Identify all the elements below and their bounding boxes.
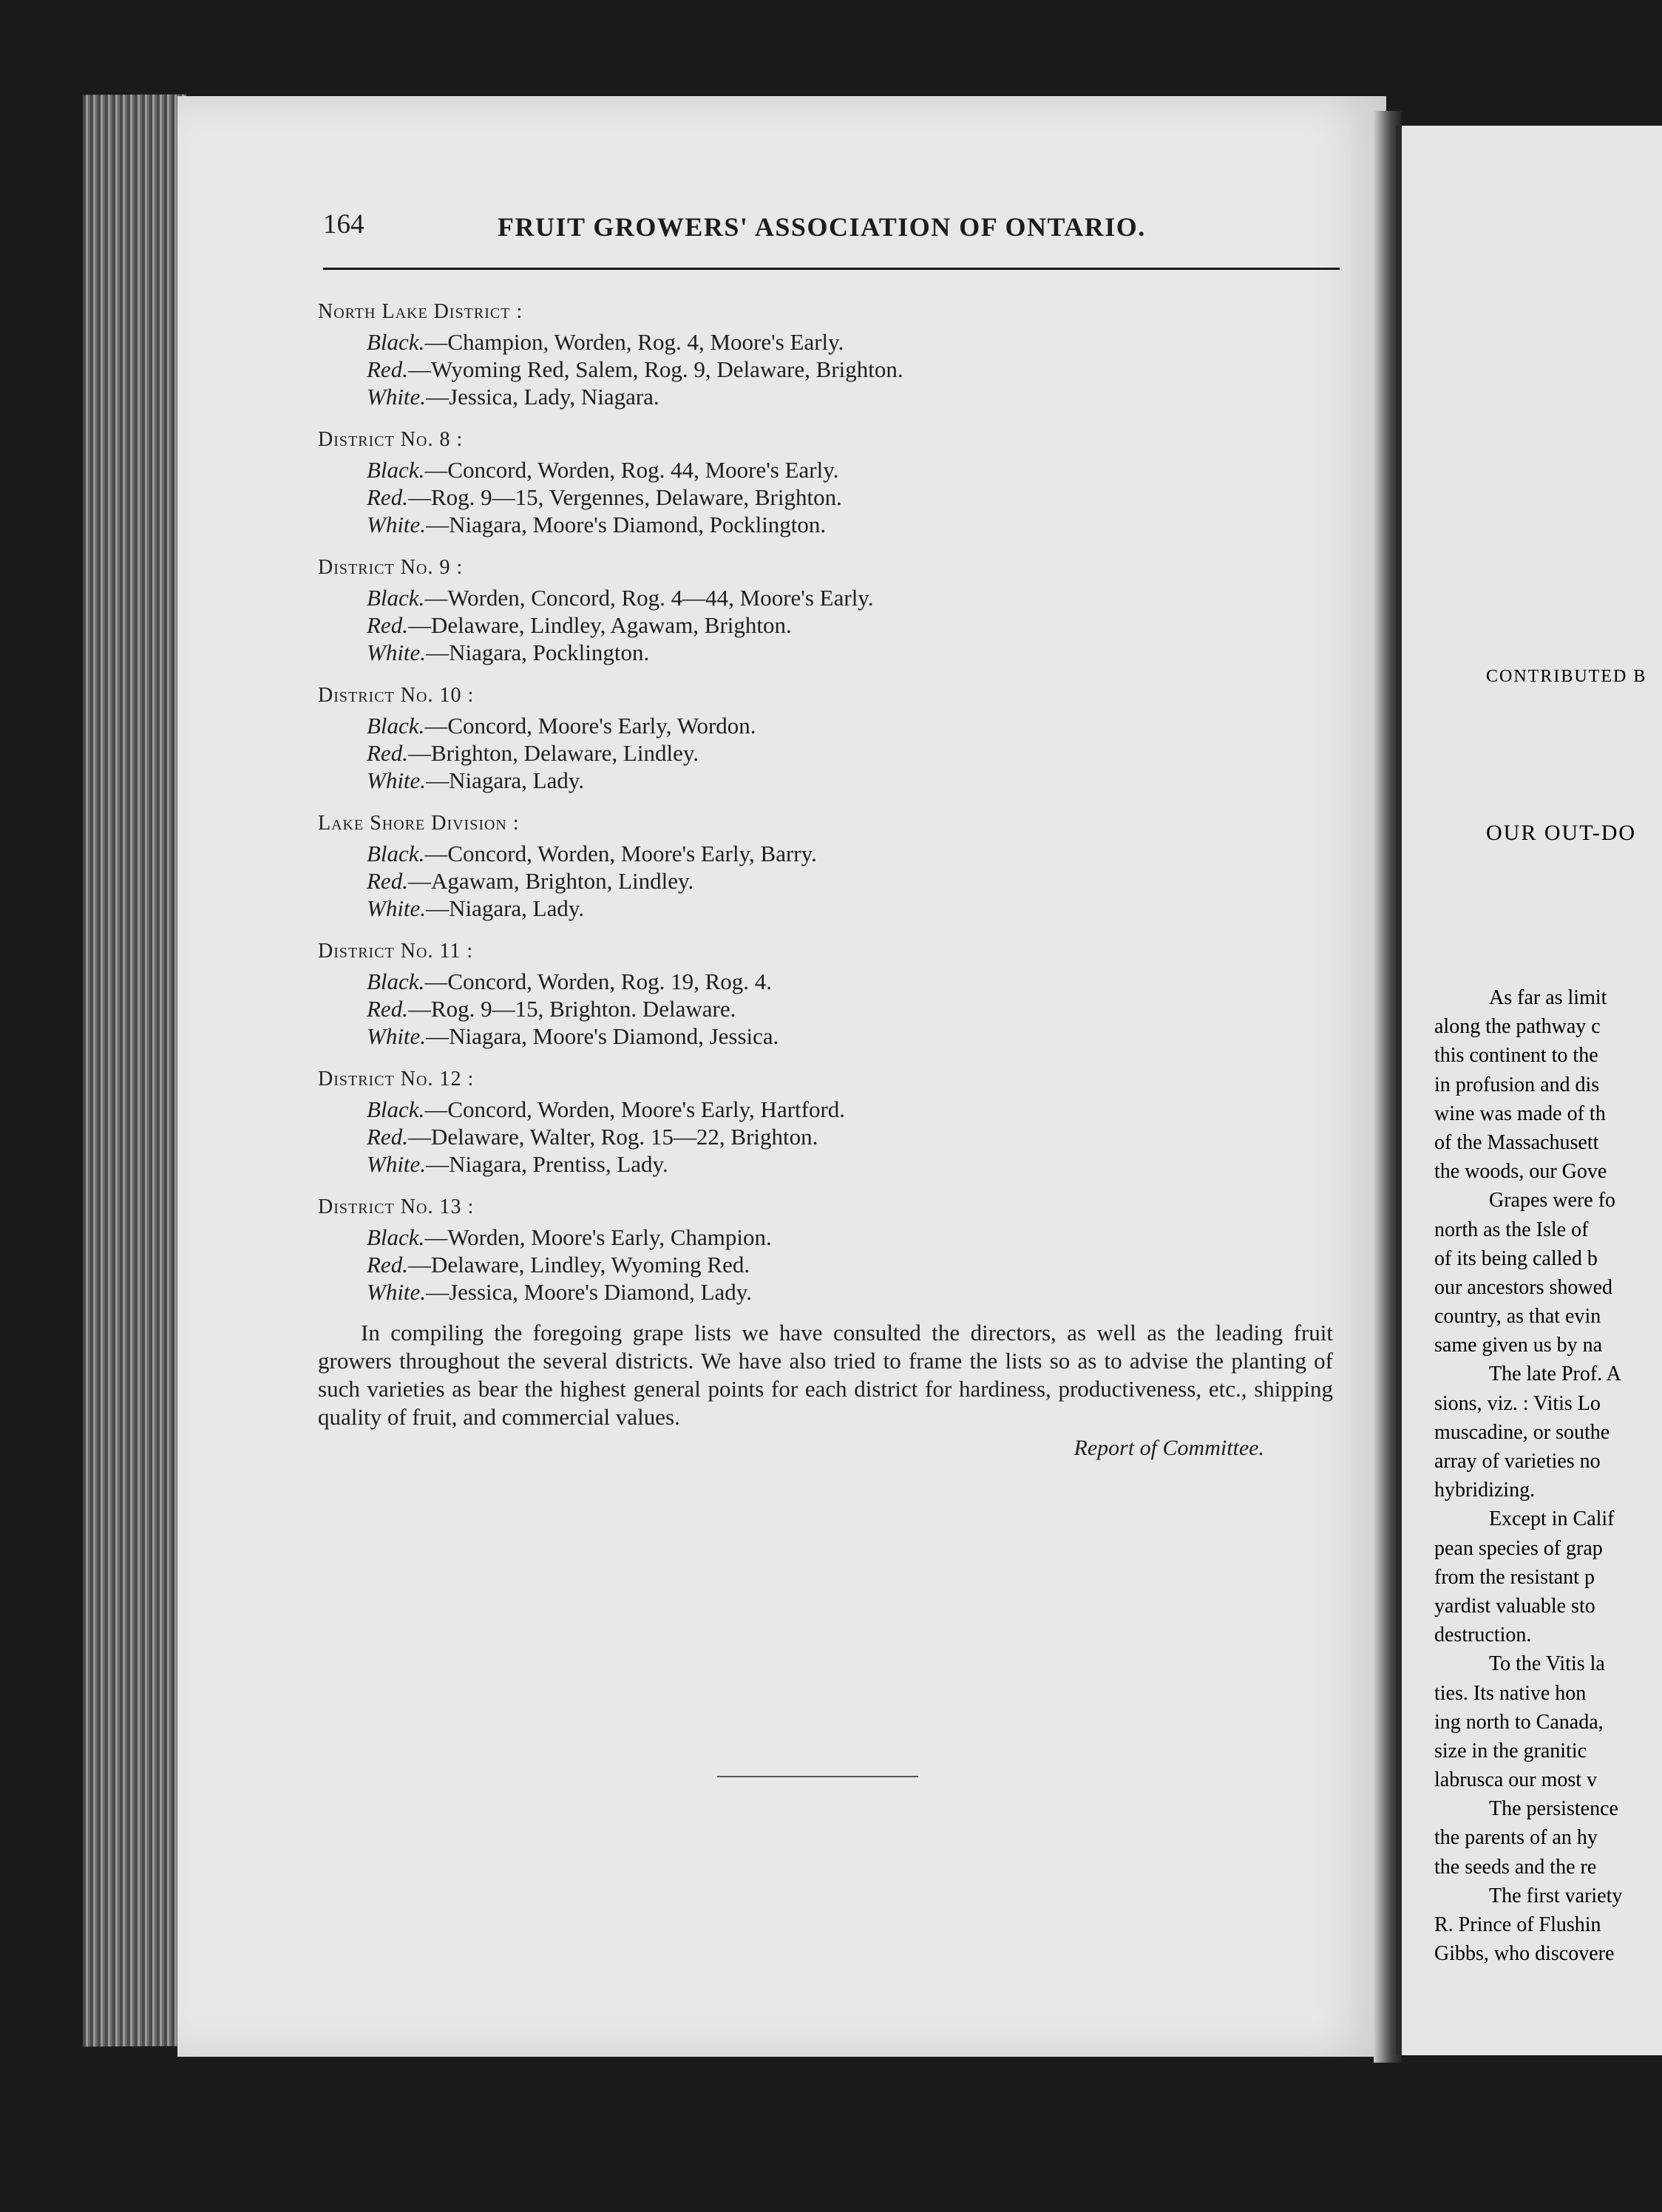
right-page-line: array of varieties no bbox=[1434, 1450, 1601, 1473]
variety-names: —Niagara, Prentiss, Lady. bbox=[426, 1151, 668, 1177]
variety-names: —Worden, Concord, Rog. 4—44, Moore's Early. bbox=[424, 585, 874, 611]
right-page-line: the parents of an hy bbox=[1434, 1826, 1598, 1850]
variety-line bbox=[318, 484, 1353, 511]
right-page-line: north as the Isle of bbox=[1434, 1218, 1589, 1241]
right-page-line: of the Massachusett bbox=[1434, 1130, 1599, 1154]
district-heading: North Lake District : bbox=[318, 300, 523, 323]
color-label: Black. bbox=[367, 968, 425, 994]
district-heading: District No. 11 : bbox=[318, 940, 474, 963]
color-label: Black. bbox=[367, 329, 425, 355]
right-page-line: this continent to the bbox=[1434, 1044, 1598, 1068]
variety-line bbox=[318, 611, 1353, 639]
right-page-line: from the resistant p bbox=[1434, 1565, 1595, 1589]
district-heading: District No. 9 : bbox=[318, 556, 464, 579]
variety-line bbox=[318, 1123, 1353, 1150]
color-label: Red. bbox=[367, 612, 408, 638]
variety-line bbox=[318, 968, 1353, 995]
right-page-heading: OUR OUT-DO bbox=[1486, 821, 1637, 845]
variety-line bbox=[318, 328, 1353, 356]
variety-line bbox=[318, 712, 1353, 739]
district-block bbox=[318, 807, 1353, 922]
grape-list-body bbox=[318, 296, 1353, 1461]
district-block bbox=[318, 1063, 1353, 1178]
variety-line bbox=[318, 739, 1353, 767]
variety-names: —Delaware, Walter, Rog. 15—22, Brighton. bbox=[407, 1124, 818, 1150]
variety-line bbox=[318, 1278, 1353, 1306]
color-label: Black. bbox=[367, 1096, 425, 1122]
variety-names: —Niagara, Lady. bbox=[426, 895, 585, 921]
right-page-text bbox=[1434, 983, 1662, 1968]
district-heading: District No. 12 : bbox=[318, 1068, 475, 1090]
color-label: Red. bbox=[367, 740, 408, 766]
right-page-line: hybridizing. bbox=[1434, 1479, 1536, 1502]
right-page-line: The persistence bbox=[1489, 1797, 1618, 1821]
right-page-line: ing north to Canada, bbox=[1434, 1710, 1604, 1734]
right-page-line: pean species of grap bbox=[1434, 1536, 1603, 1560]
signature: Report of Committee. bbox=[1073, 1436, 1264, 1460]
variety-names: —Rog. 9—15, Brighton. Delaware. bbox=[407, 996, 736, 1022]
variety-names: —Delaware, Lindley, Wyoming Red. bbox=[407, 1252, 750, 1278]
right-page-line: The first variety bbox=[1489, 1884, 1623, 1907]
color-label: Black. bbox=[367, 457, 425, 483]
district-list bbox=[318, 296, 1353, 1306]
right-page-line: labrusca our most v bbox=[1434, 1768, 1598, 1792]
variety-names: —Niagara, Moore's Diamond, Pocklington. bbox=[426, 512, 827, 537]
right-page-line: yardist valuable sto bbox=[1434, 1594, 1595, 1618]
variety-line bbox=[318, 867, 1353, 895]
district-block bbox=[318, 935, 1353, 1050]
right-page-line: To the Vitis la bbox=[1489, 1652, 1605, 1676]
variety-names: —Concord, Moore's Early, Wordon. bbox=[424, 713, 756, 739]
right-page-line: The late Prof. A bbox=[1489, 1363, 1621, 1386]
color-label: Red. bbox=[367, 868, 408, 894]
variety-names: —Wyoming Red, Salem, Rog. 9, Delaware, Brighton. bbox=[407, 356, 903, 382]
district-heading: District No. 10 : bbox=[318, 684, 475, 707]
right-page-line: same given us by na bbox=[1434, 1334, 1603, 1357]
variety-names: —Delaware, Lindley, Agawam, Brighton. bbox=[407, 612, 792, 638]
right-page-line: the woods, our Gove bbox=[1434, 1160, 1607, 1184]
variety-line bbox=[318, 584, 1353, 611]
color-label: Red. bbox=[367, 484, 408, 510]
variety-names: —Rog. 9—15, Vergennes, Delaware, Brighton. bbox=[407, 484, 842, 510]
variety-names: —Concord, Worden, Moore's Early, Barry. bbox=[424, 841, 817, 866]
district-block bbox=[318, 552, 1353, 666]
district-heading: Lake Shore Division : bbox=[318, 812, 520, 835]
color-label: Black. bbox=[367, 713, 425, 739]
color-label: Red. bbox=[367, 356, 408, 382]
district-heading: District No. 8 : bbox=[318, 428, 464, 451]
variety-line bbox=[318, 1150, 1353, 1178]
right-page-line: the seeds and the re bbox=[1434, 1855, 1597, 1879]
page-edges bbox=[83, 95, 186, 2047]
color-label: White. bbox=[367, 639, 427, 665]
variety-line bbox=[318, 639, 1353, 666]
variety-line bbox=[318, 1096, 1353, 1123]
color-label: White. bbox=[367, 512, 427, 537]
color-label: White. bbox=[367, 767, 427, 793]
end-rule bbox=[717, 1776, 918, 1777]
right-page-line: destruction. bbox=[1434, 1624, 1532, 1647]
variety-names: —Worden, Moore's Early, Champion. bbox=[424, 1224, 772, 1250]
page-header bbox=[323, 208, 1346, 253]
contributed-line: CONTRIBUTED B bbox=[1486, 667, 1647, 686]
color-label: Black. bbox=[367, 1224, 425, 1250]
variety-line bbox=[318, 356, 1353, 383]
color-label: White. bbox=[367, 1151, 427, 1177]
variety-line bbox=[318, 1251, 1353, 1278]
variety-names: —Brighton, Delaware, Lindley. bbox=[407, 740, 699, 766]
right-page-line: country, as that evin bbox=[1434, 1305, 1601, 1329]
right-page-line: wine was made of th bbox=[1434, 1102, 1606, 1125]
right-page-line: along the pathway c bbox=[1434, 1015, 1601, 1039]
variety-line bbox=[318, 511, 1353, 538]
district-heading: District No. 13 : bbox=[318, 1195, 475, 1218]
variety-line bbox=[318, 995, 1353, 1022]
page-number: 164 bbox=[323, 209, 364, 240]
right-page-line: in profusion and dis bbox=[1434, 1073, 1600, 1096]
variety-names: —Niagara, Moore's Diamond, Jessica. bbox=[426, 1023, 779, 1049]
variety-line bbox=[318, 383, 1353, 410]
running-title: FRUIT GROWERS' ASSOCIATION OF ONTARIO. bbox=[498, 212, 1146, 242]
variety-names: —Concord, Worden, Rog. 44, Moore's Early. bbox=[424, 457, 839, 483]
color-label: Red. bbox=[367, 1252, 408, 1278]
variety-line bbox=[318, 1022, 1353, 1050]
variety-names: —Jessica, Moore's Diamond, Lady. bbox=[426, 1279, 752, 1305]
right-page-line: size in the granitic bbox=[1434, 1739, 1587, 1763]
district-block bbox=[318, 679, 1353, 794]
variety-names: —Jessica, Lady, Niagara. bbox=[426, 384, 659, 410]
right-page-line: of its being called b bbox=[1434, 1246, 1598, 1270]
right-page-line: sions, viz. : Vitis Lo bbox=[1434, 1391, 1601, 1415]
right-page-line: As far as limit bbox=[1489, 986, 1607, 1009]
variety-line bbox=[318, 895, 1353, 922]
district-block bbox=[318, 296, 1353, 410]
color-label: White. bbox=[367, 1279, 427, 1305]
color-label: Black. bbox=[367, 841, 425, 866]
variety-line bbox=[318, 840, 1353, 867]
right-page-line: R. Prince of Flushin bbox=[1434, 1913, 1601, 1936]
color-label: Black. bbox=[367, 585, 425, 611]
right-page-line: our ancestors showed bbox=[1434, 1275, 1613, 1299]
variety-names: —Niagara, Pocklington. bbox=[426, 639, 650, 665]
color-label: Red. bbox=[367, 1124, 408, 1150]
right-page-line: Gibbs, who discovere bbox=[1434, 1942, 1615, 1966]
header-rule bbox=[323, 268, 1340, 270]
closing-paragraph bbox=[318, 1319, 1333, 1431]
variety-names: —Champion, Worden, Rog. 4, Moore's Early. bbox=[424, 329, 844, 355]
variety-names: —Concord, Worden, Rog. 19, Rog. 4. bbox=[424, 968, 772, 994]
variety-line bbox=[318, 767, 1353, 794]
right-page-line: Except in Calif bbox=[1489, 1507, 1615, 1531]
color-label: White. bbox=[367, 384, 427, 410]
right-page-line: Grapes were fo bbox=[1489, 1189, 1616, 1212]
variety-names: —Agawam, Brighton, Lindley. bbox=[407, 868, 694, 894]
variety-names: —Niagara, Lady. bbox=[426, 767, 585, 793]
variety-names: —Concord, Worden, Moore's Early, Hartford. bbox=[424, 1096, 846, 1122]
color-label: White. bbox=[367, 1023, 427, 1049]
right-page-line: ties. Its native hon bbox=[1434, 1681, 1587, 1705]
right-page-line: muscadine, or southe bbox=[1434, 1420, 1610, 1444]
color-label: White. bbox=[367, 895, 427, 921]
district-block bbox=[318, 1191, 1353, 1306]
variety-line bbox=[318, 1224, 1353, 1251]
color-label: Red. bbox=[367, 996, 408, 1022]
variety-line bbox=[318, 456, 1353, 484]
district-block bbox=[318, 424, 1353, 538]
closing-paragraph-text: In compiling the foregoing grape lists we have consulted the directors, as well as the leading fruit growers throughout the several districts. We have also tried to frame the lists so as to advise the planting of such varieties as bear the highest general points for each district for hardiness, productiveness, etc., shipping quality of fruit, and commercial values. bbox=[318, 1320, 1333, 1430]
